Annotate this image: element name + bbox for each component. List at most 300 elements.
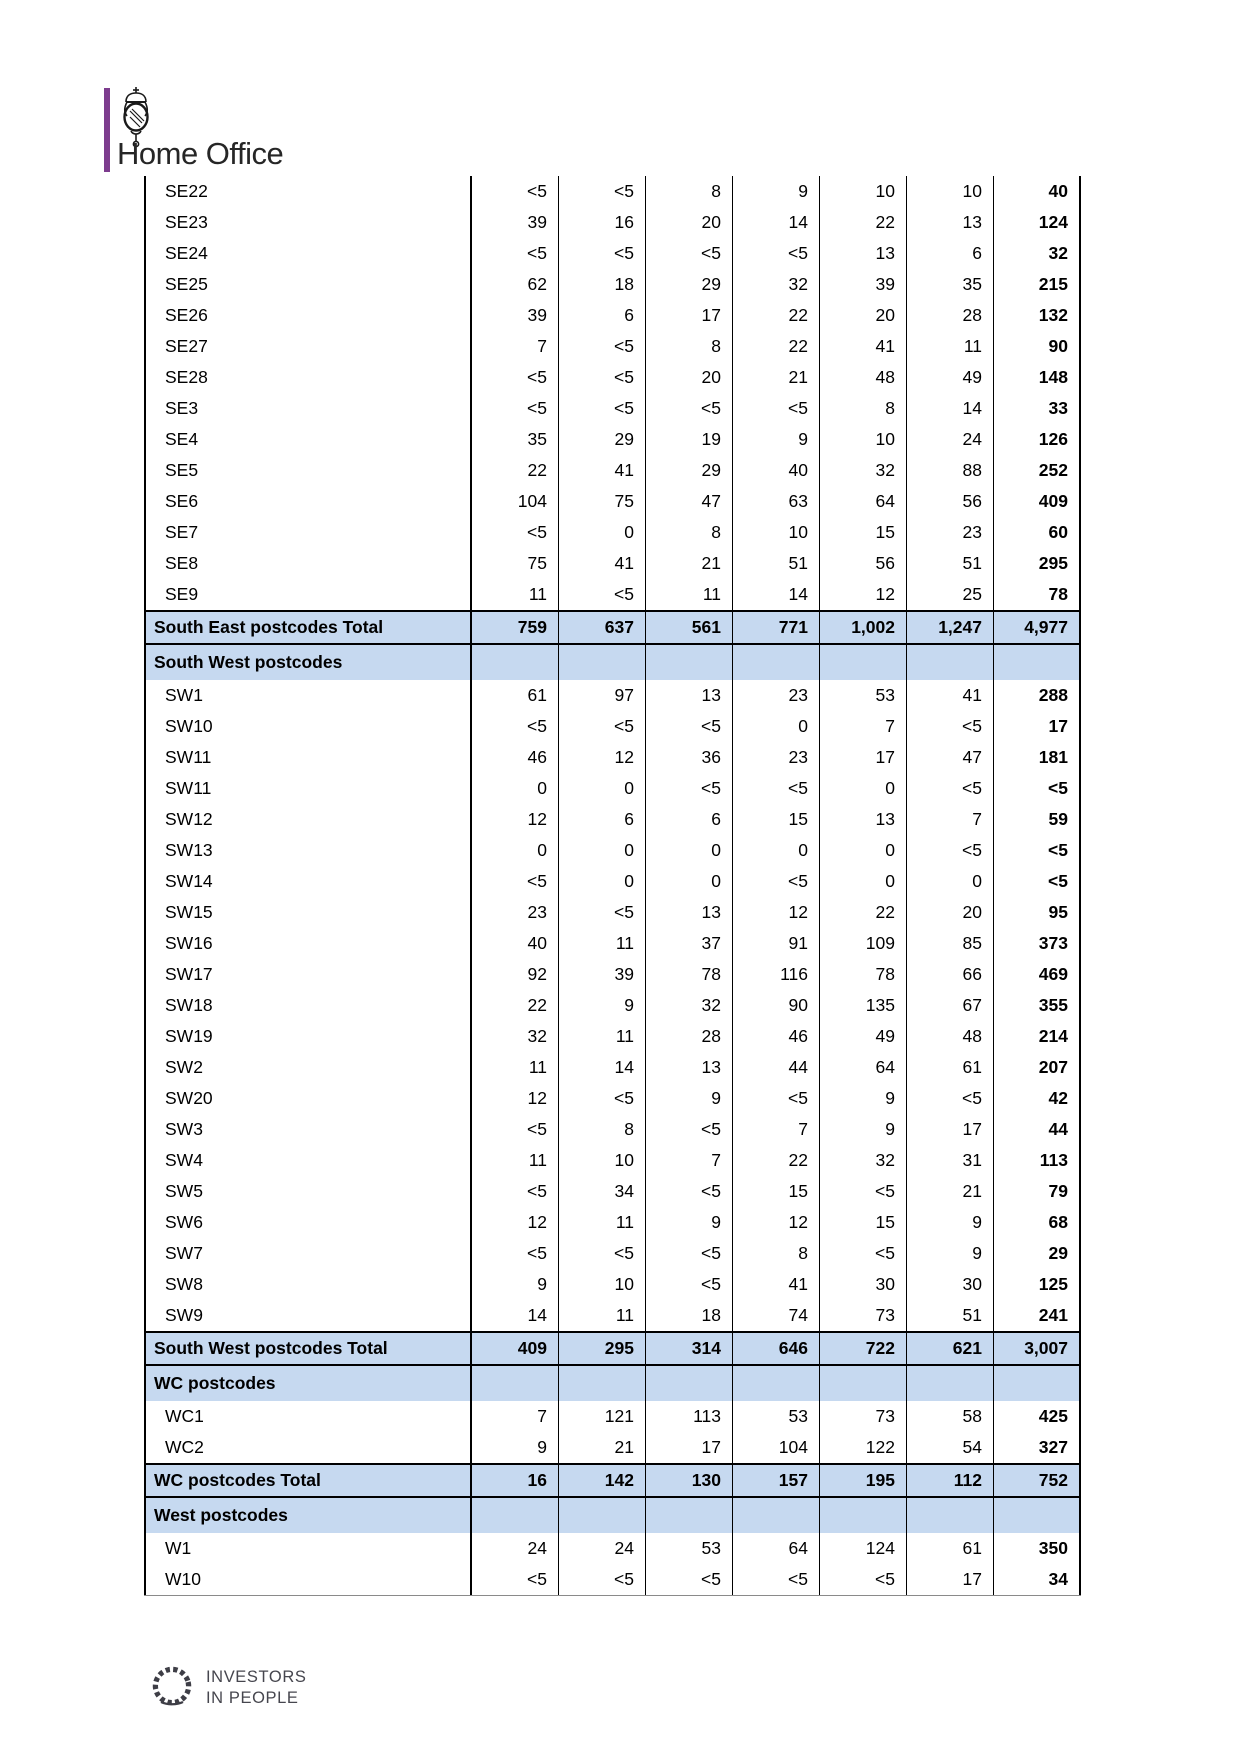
postcode-label-cell: SW11	[144, 742, 472, 773]
value-cell: 73	[820, 1300, 907, 1331]
value-cell: 121	[559, 1401, 646, 1432]
section-header-row	[144, 645, 1081, 680]
value-cell: 41	[559, 455, 646, 486]
value-cell: 7	[820, 711, 907, 742]
value-cell	[907, 1366, 994, 1401]
table-row	[144, 1021, 1081, 1052]
value-cell: 39	[559, 959, 646, 990]
value-cell: 9	[733, 424, 820, 455]
value-cell: <5	[733, 773, 820, 804]
postcode-label-cell: WC2	[144, 1432, 472, 1463]
row-total-cell: 60	[994, 517, 1081, 548]
row-total-cell: 350	[994, 1533, 1081, 1564]
postcode-label-cell: SE6	[144, 486, 472, 517]
value-cell: 24	[559, 1533, 646, 1564]
value-cell: 53	[733, 1401, 820, 1432]
value-cell: <5	[820, 1176, 907, 1207]
value-cell: 759	[472, 612, 559, 643]
value-cell: 12	[820, 579, 907, 610]
table-row	[144, 1114, 1081, 1145]
value-cell: <5	[646, 773, 733, 804]
value-cell: 722	[820, 1333, 907, 1364]
row-total-cell: 132	[994, 300, 1081, 331]
value-cell: <5	[559, 393, 646, 424]
row-total-cell: 3,007	[994, 1333, 1081, 1364]
value-cell: 17	[907, 1114, 994, 1145]
value-cell: 8	[733, 1238, 820, 1269]
value-cell: 13	[820, 238, 907, 269]
postcode-label-cell: SE24	[144, 238, 472, 269]
value-cell: <5	[646, 1238, 733, 1269]
value-cell: 7	[907, 804, 994, 835]
value-cell: 24	[472, 1533, 559, 1564]
value-cell: 20	[907, 897, 994, 928]
value-cell: 7	[646, 1145, 733, 1176]
value-cell: 0	[472, 773, 559, 804]
row-total-cell: 288	[994, 680, 1081, 711]
table-row	[144, 1269, 1081, 1300]
row-total-cell: 79	[994, 1176, 1081, 1207]
value-cell: <5	[472, 1564, 559, 1595]
value-cell: 39	[472, 300, 559, 331]
value-cell: 30	[820, 1269, 907, 1300]
table-row	[144, 1083, 1081, 1114]
value-cell: 32	[820, 1145, 907, 1176]
postcode-label-cell: SW1	[144, 680, 472, 711]
value-cell: 21	[733, 362, 820, 393]
value-cell: 7	[472, 1401, 559, 1432]
value-cell: 9	[733, 176, 820, 207]
value-cell: <5	[559, 176, 646, 207]
table-row	[144, 1207, 1081, 1238]
postcode-label-cell: SE9	[144, 579, 472, 610]
value-cell: 22	[733, 1145, 820, 1176]
postcode-label-cell: SW2	[144, 1052, 472, 1083]
value-cell: 56	[820, 548, 907, 579]
value-cell: 771	[733, 612, 820, 643]
value-cell: 116	[733, 959, 820, 990]
value-cell: 11	[907, 331, 994, 362]
postcode-label-cell: SW7	[144, 1238, 472, 1269]
value-cell: 20	[646, 207, 733, 238]
postcode-label-cell: SE25	[144, 269, 472, 300]
value-cell: 61	[907, 1533, 994, 1564]
row-total-cell: 113	[994, 1145, 1081, 1176]
row-total-cell: 34	[994, 1564, 1081, 1595]
value-cell: 11	[472, 1052, 559, 1083]
value-cell: 637	[559, 612, 646, 643]
row-total-cell: 40	[994, 176, 1081, 207]
value-cell: <5	[559, 238, 646, 269]
value-cell: 9	[646, 1207, 733, 1238]
value-cell: 16	[472, 1465, 559, 1496]
value-cell: 9	[907, 1238, 994, 1269]
value-cell: 0	[733, 835, 820, 866]
value-cell: 0	[559, 866, 646, 897]
value-cell: 14	[559, 1052, 646, 1083]
value-cell: <5	[907, 1083, 994, 1114]
value-cell: 0	[907, 866, 994, 897]
value-cell: 9	[820, 1083, 907, 1114]
row-total-cell: 32	[994, 238, 1081, 269]
row-total-cell: 327	[994, 1432, 1081, 1463]
value-cell: 135	[820, 990, 907, 1021]
row-total-cell: 42	[994, 1083, 1081, 1114]
value-cell: 9	[559, 990, 646, 1021]
row-total-cell: <5	[994, 773, 1081, 804]
value-cell	[907, 1498, 994, 1533]
value-cell: 11	[559, 1300, 646, 1331]
value-cell: 21	[907, 1176, 994, 1207]
postcode-label-cell: SW5	[144, 1176, 472, 1207]
row-total-cell: 124	[994, 207, 1081, 238]
row-total-cell	[994, 1366, 1081, 1401]
value-cell: 10	[559, 1269, 646, 1300]
value-cell: <5	[646, 1269, 733, 1300]
table-row	[144, 680, 1081, 711]
table-row	[144, 548, 1081, 579]
section-header-row	[144, 1366, 1081, 1401]
postcode-label-cell: SW20	[144, 1083, 472, 1114]
postcode-label-cell: SW19	[144, 1021, 472, 1052]
value-cell: 10	[820, 176, 907, 207]
row-total-cell: 295	[994, 548, 1081, 579]
value-cell: <5	[646, 1564, 733, 1595]
investors-in-people-wordmark	[206, 1667, 306, 1709]
value-cell: 15	[820, 1207, 907, 1238]
table-row	[144, 959, 1081, 990]
value-cell: 0	[559, 773, 646, 804]
postcode-label-cell: SW15	[144, 897, 472, 928]
row-total-cell: 469	[994, 959, 1081, 990]
value-cell: 29	[559, 424, 646, 455]
value-cell: 0	[820, 835, 907, 866]
value-cell: 54	[907, 1432, 994, 1463]
value-cell: 62	[472, 269, 559, 300]
value-cell	[646, 645, 733, 680]
value-cell: <5	[472, 362, 559, 393]
value-cell: 157	[733, 1465, 820, 1496]
total-row	[144, 610, 1081, 645]
value-cell: 49	[907, 362, 994, 393]
row-total-cell: 425	[994, 1401, 1081, 1432]
home-office-wordmark: Home Office	[117, 136, 284, 171]
table-row	[144, 238, 1081, 269]
value-cell: 31	[907, 1145, 994, 1176]
postcode-label-cell: SW6	[144, 1207, 472, 1238]
value-cell: 8	[820, 393, 907, 424]
value-cell: 37	[646, 928, 733, 959]
value-cell: 6	[559, 300, 646, 331]
value-cell: 17	[820, 742, 907, 773]
value-cell: <5	[733, 393, 820, 424]
value-cell: 30	[907, 1269, 994, 1300]
value-cell: 67	[907, 990, 994, 1021]
postcode-label-cell: SW3	[144, 1114, 472, 1145]
value-cell: <5	[559, 579, 646, 610]
table-row	[144, 269, 1081, 300]
value-cell: <5	[820, 1238, 907, 1269]
postcode-label-cell: South West postcodes Total	[144, 1333, 472, 1364]
value-cell: 104	[733, 1432, 820, 1463]
value-cell: 22	[733, 331, 820, 362]
value-cell: 22	[472, 990, 559, 1021]
value-cell: 21	[646, 548, 733, 579]
value-cell: 12	[472, 804, 559, 835]
value-cell: <5	[559, 711, 646, 742]
postcode-label-cell: SE22	[144, 176, 472, 207]
value-cell: <5	[733, 238, 820, 269]
postcode-label-cell: SW11	[144, 773, 472, 804]
postcode-label-cell: SE27	[144, 331, 472, 362]
postcode-label-cell: WC1	[144, 1401, 472, 1432]
value-cell: 14	[907, 393, 994, 424]
value-cell: 142	[559, 1465, 646, 1496]
value-cell: 41	[907, 680, 994, 711]
value-cell: 1,247	[907, 612, 994, 643]
postcode-label-cell: W10	[144, 1564, 472, 1595]
value-cell	[559, 645, 646, 680]
value-cell	[646, 1366, 733, 1401]
table-row	[144, 1564, 1081, 1595]
row-total-cell: 181	[994, 742, 1081, 773]
table-row	[144, 486, 1081, 517]
row-total-cell: 33	[994, 393, 1081, 424]
table-row	[144, 1401, 1081, 1432]
value-cell	[472, 645, 559, 680]
postcode-label-cell: SW10	[144, 711, 472, 742]
row-total-cell: 252	[994, 455, 1081, 486]
value-cell: 18	[559, 269, 646, 300]
value-cell: 51	[907, 548, 994, 579]
value-cell	[733, 1366, 820, 1401]
table-row	[144, 176, 1081, 207]
postcode-data-table	[144, 176, 1081, 1596]
value-cell: 11	[646, 579, 733, 610]
value-cell: 28	[646, 1021, 733, 1052]
postcode-label-cell: SW13	[144, 835, 472, 866]
value-cell: 10	[820, 424, 907, 455]
table-row	[144, 1238, 1081, 1269]
value-cell: <5	[472, 711, 559, 742]
value-cell: 109	[820, 928, 907, 959]
table-row	[144, 897, 1081, 928]
value-cell: 15	[820, 517, 907, 548]
row-total-cell: 752	[994, 1465, 1081, 1496]
value-cell: 73	[820, 1401, 907, 1432]
value-cell: 14	[733, 207, 820, 238]
value-cell: 9	[646, 1083, 733, 1114]
row-total-cell: 59	[994, 804, 1081, 835]
value-cell: 18	[646, 1300, 733, 1331]
value-cell: 22	[820, 897, 907, 928]
section-header-row	[144, 1498, 1081, 1533]
value-cell: 51	[733, 548, 820, 579]
table-row	[144, 331, 1081, 362]
row-total-cell: 126	[994, 424, 1081, 455]
value-cell: 53	[820, 680, 907, 711]
value-cell: 58	[907, 1401, 994, 1432]
total-row	[144, 1331, 1081, 1366]
table-row	[144, 928, 1081, 959]
value-cell: 8	[646, 517, 733, 548]
row-total-cell: 95	[994, 897, 1081, 928]
value-cell: 295	[559, 1333, 646, 1364]
value-cell: 32	[733, 269, 820, 300]
value-cell: <5	[472, 517, 559, 548]
postcode-label-cell: SW8	[144, 1269, 472, 1300]
row-total-cell: 44	[994, 1114, 1081, 1145]
value-cell: 20	[646, 362, 733, 393]
value-cell: 22	[820, 207, 907, 238]
postcode-label-cell: WC postcodes	[144, 1366, 472, 1401]
table-row	[144, 1300, 1081, 1331]
value-cell: 35	[472, 424, 559, 455]
value-cell: 88	[907, 455, 994, 486]
value-cell: 112	[907, 1465, 994, 1496]
postcode-label-cell: SE7	[144, 517, 472, 548]
value-cell: 6	[646, 804, 733, 835]
value-cell: 46	[472, 742, 559, 773]
value-cell: 34	[559, 1176, 646, 1207]
table-row	[144, 804, 1081, 835]
value-cell: <5	[820, 1564, 907, 1595]
row-total-cell	[994, 1498, 1081, 1533]
table-row	[144, 1432, 1081, 1463]
table-row	[144, 835, 1081, 866]
value-cell: 47	[646, 486, 733, 517]
value-cell: <5	[472, 1176, 559, 1207]
value-cell: 46	[733, 1021, 820, 1052]
value-cell: 8	[646, 331, 733, 362]
value-cell: 61	[472, 680, 559, 711]
value-cell: 130	[646, 1465, 733, 1496]
postcode-label-cell: SE5	[144, 455, 472, 486]
value-cell: 19	[646, 424, 733, 455]
value-cell: 9	[907, 1207, 994, 1238]
row-total-cell: 29	[994, 1238, 1081, 1269]
value-cell: 12	[733, 1207, 820, 1238]
value-cell: 48	[907, 1021, 994, 1052]
value-cell: 646	[733, 1333, 820, 1364]
row-total-cell: 214	[994, 1021, 1081, 1052]
value-cell: 64	[820, 486, 907, 517]
row-total-cell: 241	[994, 1300, 1081, 1331]
value-cell: 11	[559, 1207, 646, 1238]
value-cell: 41	[820, 331, 907, 362]
value-cell: 47	[907, 742, 994, 773]
value-cell: 7	[472, 331, 559, 362]
value-cell: 409	[472, 1333, 559, 1364]
postcode-label-cell: South East postcodes Total	[144, 612, 472, 643]
postcode-label-cell: WC postcodes Total	[144, 1465, 472, 1496]
row-total-cell: 90	[994, 331, 1081, 362]
value-cell: 15	[733, 804, 820, 835]
value-cell: <5	[472, 393, 559, 424]
value-cell: 22	[472, 455, 559, 486]
value-cell: <5	[646, 1114, 733, 1145]
value-cell: 56	[907, 486, 994, 517]
iip-line-1: INVESTORS	[206, 1667, 307, 1686]
postcode-label-cell: South West postcodes	[144, 645, 472, 680]
postcode-label-cell: West postcodes	[144, 1498, 472, 1533]
value-cell: 9	[820, 1114, 907, 1145]
table-row	[144, 1533, 1081, 1564]
table-row	[144, 711, 1081, 742]
value-cell	[820, 1498, 907, 1533]
table-row	[144, 362, 1081, 393]
row-total-cell: 68	[994, 1207, 1081, 1238]
value-cell: 15	[733, 1176, 820, 1207]
value-cell: 9	[472, 1432, 559, 1463]
value-cell: 51	[907, 1300, 994, 1331]
value-cell: 24	[907, 424, 994, 455]
value-cell: 32	[820, 455, 907, 486]
value-cell: 0	[820, 773, 907, 804]
value-cell: 78	[646, 959, 733, 990]
value-cell: 1,002	[820, 612, 907, 643]
value-cell: 621	[907, 1333, 994, 1364]
value-cell: 35	[907, 269, 994, 300]
value-cell: <5	[559, 362, 646, 393]
value-cell: 85	[907, 928, 994, 959]
value-cell: <5	[646, 238, 733, 269]
value-cell: 92	[472, 959, 559, 990]
postcode-label-cell: SW18	[144, 990, 472, 1021]
value-cell: <5	[472, 176, 559, 207]
value-cell: <5	[907, 773, 994, 804]
table-row	[144, 300, 1081, 331]
value-cell: 66	[907, 959, 994, 990]
value-cell: 40	[472, 928, 559, 959]
value-cell: 0	[559, 835, 646, 866]
value-cell: 91	[733, 928, 820, 959]
table-row	[144, 866, 1081, 897]
value-cell: 17	[646, 300, 733, 331]
postcode-label-cell: SW12	[144, 804, 472, 835]
row-total-cell: 355	[994, 990, 1081, 1021]
value-cell: 44	[733, 1052, 820, 1083]
table-row	[144, 207, 1081, 238]
row-total-cell: 207	[994, 1052, 1081, 1083]
value-cell: 74	[733, 1300, 820, 1331]
value-cell: 8	[559, 1114, 646, 1145]
postcode-label-cell: SE3	[144, 393, 472, 424]
value-cell: 12	[559, 742, 646, 773]
value-cell: <5	[472, 238, 559, 269]
value-cell: 29	[646, 455, 733, 486]
value-cell: 64	[733, 1533, 820, 1564]
value-cell	[733, 1498, 820, 1533]
value-cell: <5	[559, 897, 646, 928]
value-cell: 21	[559, 1432, 646, 1463]
row-total-cell: 125	[994, 1269, 1081, 1300]
row-total-cell: <5	[994, 866, 1081, 897]
value-cell: 29	[646, 269, 733, 300]
row-total-cell: 78	[994, 579, 1081, 610]
value-cell: 39	[820, 269, 907, 300]
value-cell: 11	[559, 928, 646, 959]
row-total-cell: 373	[994, 928, 1081, 959]
value-cell: 10	[559, 1145, 646, 1176]
logo-purple-bar	[104, 88, 110, 172]
value-cell: 17	[907, 1564, 994, 1595]
value-cell: 13	[646, 680, 733, 711]
value-cell: 11	[559, 1021, 646, 1052]
value-cell: <5	[559, 331, 646, 362]
table-row	[144, 579, 1081, 610]
value-cell: 25	[907, 579, 994, 610]
